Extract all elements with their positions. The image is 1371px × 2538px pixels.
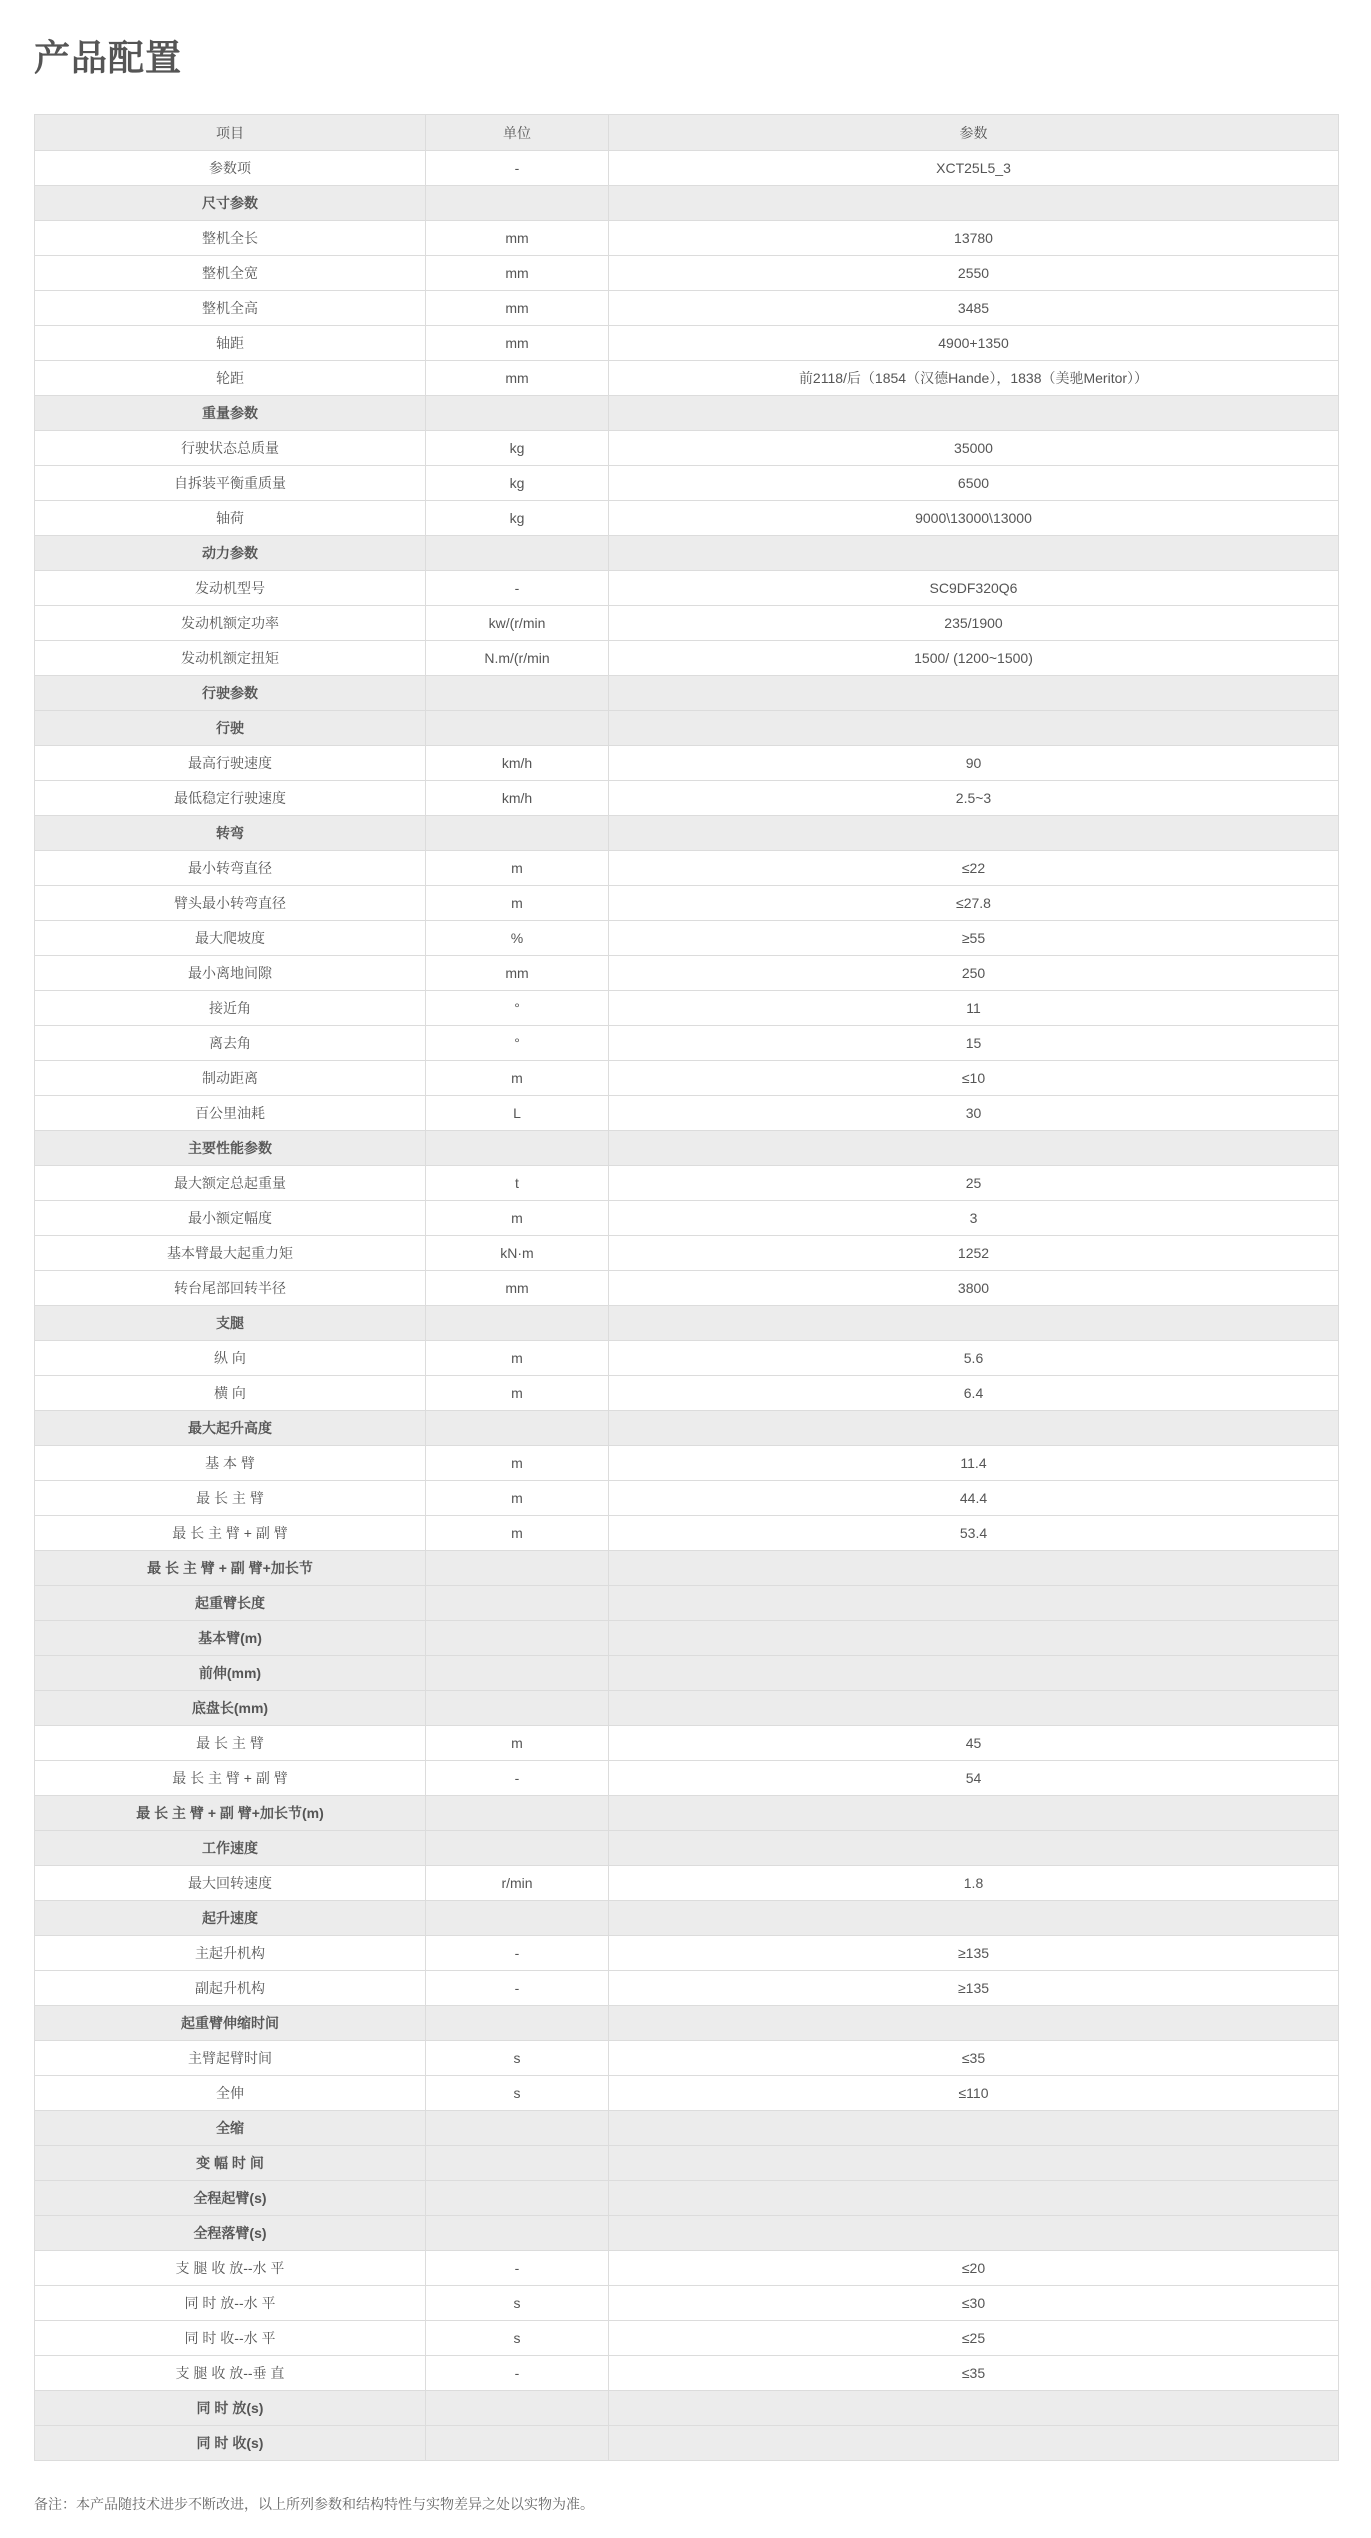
cell-item: 基本臂最大起重力矩: [35, 1236, 426, 1271]
cell-item: 最小额定幅度: [35, 1201, 426, 1236]
cell-unit: kg: [426, 466, 609, 501]
cell-item: 支 腿 收 放--垂 直: [35, 2356, 426, 2391]
cell-item: 全程落臂(s): [35, 2216, 426, 2251]
footnote: 备注：本产品随技术进步不断改进，以上所列参数和结构特性与实物差异之处以实物为准。: [34, 2496, 594, 2512]
cell-item: 动力参数: [35, 536, 426, 571]
cell-unit: [426, 1831, 609, 1866]
cell-value: [609, 1411, 1339, 1446]
cell-value: 3800: [609, 1271, 1339, 1306]
cell-value: ≤35: [609, 2041, 1339, 2076]
cell-item: 最 长 主 臂: [35, 1481, 426, 1516]
cell-unit: °: [426, 1026, 609, 1061]
cell-unit: N.m/(r/min: [426, 641, 609, 676]
section-row: [35, 536, 1339, 571]
cell-value: 25: [609, 1166, 1339, 1201]
cell-unit: [426, 676, 609, 711]
page-title: 产品配置: [34, 37, 183, 78]
cell-value: ≤110: [609, 2076, 1339, 2111]
table-row: [35, 1201, 1339, 1236]
cell-unit: mm: [426, 291, 609, 326]
cell-item: 整机全宽: [35, 256, 426, 291]
cell-unit: [426, 2146, 609, 2181]
cell-value: [609, 2216, 1339, 2251]
cell-item: 主臂起臂时间: [35, 2041, 426, 2076]
section-row: [35, 676, 1339, 711]
cell-unit: [426, 1586, 609, 1621]
cell-value: 6500: [609, 466, 1339, 501]
cell-value: 250: [609, 956, 1339, 991]
table-row: [35, 2041, 1339, 2076]
table-row: [35, 571, 1339, 606]
cell-item: 最 长 主 臂 + 副 臂: [35, 1516, 426, 1551]
cell-item: 全缩: [35, 2111, 426, 2146]
cell-value: ≥135: [609, 1936, 1339, 1971]
cell-unit: m: [426, 1481, 609, 1516]
cell-item: 最小离地间隙: [35, 956, 426, 991]
cell-value: ≤22: [609, 851, 1339, 886]
cell-item: 最 长 主 臂 + 副 臂+加长节: [35, 1551, 426, 1586]
cell-unit: [426, 2006, 609, 2041]
cell-item: 最低稳定行驶速度: [35, 781, 426, 816]
column-header-value: 参数: [609, 115, 1339, 151]
table-row: [35, 2356, 1339, 2391]
cell-item: 主起升机构: [35, 1936, 426, 1971]
cell-item: 离去角: [35, 1026, 426, 1061]
cell-value: [609, 2006, 1339, 2041]
cell-unit: s: [426, 2286, 609, 2321]
cell-item: 基 本 臂: [35, 1446, 426, 1481]
cell-unit: [426, 1621, 609, 1656]
cell-value: [609, 2391, 1339, 2426]
cell-value: 35000: [609, 431, 1339, 466]
cell-unit: t: [426, 1166, 609, 1201]
cell-item: 支 腿 收 放--水 平: [35, 2251, 426, 2286]
cell-item: 参数项: [35, 151, 426, 186]
cell-unit: -: [426, 151, 609, 186]
cell-value: 1.8: [609, 1866, 1339, 1901]
cell-unit: mm: [426, 326, 609, 361]
cell-value: [609, 1831, 1339, 1866]
table-row: [35, 606, 1339, 641]
cell-item: 行驶: [35, 711, 426, 746]
cell-value: [609, 1586, 1339, 1621]
cell-item: 最大额定总起重量: [35, 1166, 426, 1201]
cell-unit: m: [426, 1516, 609, 1551]
cell-unit: kN·m: [426, 1236, 609, 1271]
table-row: [35, 1936, 1339, 1971]
cell-value: 13780: [609, 221, 1339, 256]
table-row: [35, 1971, 1339, 2006]
cell-value: 1500/ (1200~1500): [609, 641, 1339, 676]
cell-unit: [426, 1131, 609, 1166]
cell-item: 发动机型号: [35, 571, 426, 606]
section-row: [35, 2181, 1339, 2216]
cell-unit: [426, 1691, 609, 1726]
cell-value: 11.4: [609, 1446, 1339, 1481]
cell-item: 变 幅 时 间: [35, 2146, 426, 2181]
section-row: [35, 2216, 1339, 2251]
cell-value: [609, 816, 1339, 851]
cell-value: [609, 2146, 1339, 2181]
section-row: [35, 1831, 1339, 1866]
cell-unit: kw/(r/min: [426, 606, 609, 641]
cell-value: 9000\13000\13000: [609, 501, 1339, 536]
cell-item: 百公里油耗: [35, 1096, 426, 1131]
cell-unit: [426, 1901, 609, 1936]
table-row: [35, 1376, 1339, 1411]
cell-item: 支腿: [35, 1306, 426, 1341]
table-row: [35, 1061, 1339, 1096]
table-row: [35, 1726, 1339, 1761]
cell-unit: -: [426, 1971, 609, 2006]
cell-item: 转台尾部回转半径: [35, 1271, 426, 1306]
cell-item: 纵 向: [35, 1341, 426, 1376]
cell-unit: m: [426, 886, 609, 921]
cell-item: 最高行驶速度: [35, 746, 426, 781]
cell-unit: %: [426, 921, 609, 956]
table-row: [35, 1271, 1339, 1306]
cell-value: 前2118/后（1854（汉德Hande），1838（美驰Meritor））: [609, 361, 1339, 396]
section-row: [35, 1901, 1339, 1936]
table-row: [35, 2076, 1339, 2111]
table-row: [35, 2251, 1339, 2286]
cell-value: ≤25: [609, 2321, 1339, 2356]
cell-item: 行驶参数: [35, 676, 426, 711]
cell-item: 主要性能参数: [35, 1131, 426, 1166]
cell-unit: [426, 396, 609, 431]
cell-unit: kg: [426, 431, 609, 466]
cell-value: [609, 1621, 1339, 1656]
cell-value: 11: [609, 991, 1339, 1026]
section-row: [35, 1306, 1339, 1341]
cell-item: 发动机额定扭矩: [35, 641, 426, 676]
section-row: [35, 2111, 1339, 2146]
table-row: [35, 1341, 1339, 1376]
cell-unit: [426, 186, 609, 221]
cell-item: 起重臂长度: [35, 1586, 426, 1621]
cell-unit: [426, 2181, 609, 2216]
table-row: [35, 1446, 1339, 1481]
cell-unit: [426, 1306, 609, 1341]
cell-value: ≥135: [609, 1971, 1339, 2006]
table-row: [35, 1481, 1339, 1516]
cell-value: 15: [609, 1026, 1339, 1061]
cell-item: 副起升机构: [35, 1971, 426, 2006]
cell-unit: -: [426, 2251, 609, 2286]
cell-item: 制动距离: [35, 1061, 426, 1096]
cell-value: 53.4: [609, 1516, 1339, 1551]
cell-unit: kg: [426, 501, 609, 536]
table-row: [35, 256, 1339, 291]
cell-unit: -: [426, 1761, 609, 1796]
cell-item: 横 向: [35, 1376, 426, 1411]
cell-value: 5.6: [609, 1341, 1339, 1376]
cell-item: 基本臂(m): [35, 1621, 426, 1656]
cell-value: 235/1900: [609, 606, 1339, 641]
section-row: [35, 816, 1339, 851]
cell-value: 54: [609, 1761, 1339, 1796]
section-row: [35, 711, 1339, 746]
cell-unit: [426, 536, 609, 571]
section-row: [35, 1796, 1339, 1831]
table-row: [35, 781, 1339, 816]
cell-unit: [426, 2426, 609, 2461]
cell-value: [609, 2426, 1339, 2461]
table-row: [35, 1236, 1339, 1271]
cell-value: [609, 536, 1339, 571]
table-row: [35, 466, 1339, 501]
table-row: [35, 886, 1339, 921]
spec-table-body: [35, 151, 1339, 2461]
section-row: [35, 1411, 1339, 1446]
cell-unit: m: [426, 1201, 609, 1236]
cell-value: 1252: [609, 1236, 1339, 1271]
section-row: [35, 1551, 1339, 1586]
cell-item: 行驶状态总质量: [35, 431, 426, 466]
cell-unit: r/min: [426, 1866, 609, 1901]
section-row: [35, 2391, 1339, 2426]
cell-item: 接近角: [35, 991, 426, 1026]
cell-unit: mm: [426, 956, 609, 991]
column-header-unit: 单位: [426, 115, 609, 151]
cell-value: [609, 1131, 1339, 1166]
section-row: [35, 1656, 1339, 1691]
cell-unit: s: [426, 2041, 609, 2076]
section-row: [35, 2006, 1339, 2041]
table-row: [35, 326, 1339, 361]
table-row: [35, 221, 1339, 256]
cell-unit: -: [426, 571, 609, 606]
cell-item: 同 时 放--水 平: [35, 2286, 426, 2321]
table-row: [35, 1761, 1339, 1796]
cell-unit: m: [426, 1446, 609, 1481]
cell-item: 整机全长: [35, 221, 426, 256]
cell-unit: m: [426, 1061, 609, 1096]
cell-value: 3: [609, 1201, 1339, 1236]
section-row: [35, 1621, 1339, 1656]
table-row: [35, 291, 1339, 326]
cell-value: 6.4: [609, 1376, 1339, 1411]
cell-value: 2550: [609, 256, 1339, 291]
cell-value: 4900+1350: [609, 326, 1339, 361]
table-row: [35, 361, 1339, 396]
cell-item: 最 长 主 臂: [35, 1726, 426, 1761]
cell-unit: [426, 2216, 609, 2251]
table-row: [35, 1096, 1339, 1131]
cell-unit: [426, 2391, 609, 2426]
cell-value: ≤20: [609, 2251, 1339, 2286]
cell-item: 转弯: [35, 816, 426, 851]
cell-item: 最小转弯直径: [35, 851, 426, 886]
cell-item: 最大爬坡度: [35, 921, 426, 956]
cell-item: 尺寸参数: [35, 186, 426, 221]
cell-item: 同 时 收--水 平: [35, 2321, 426, 2356]
cell-unit: -: [426, 1936, 609, 1971]
cell-item: 起重臂伸缩时间: [35, 2006, 426, 2041]
cell-item: 自拆装平衡重质量: [35, 466, 426, 501]
cell-unit: -: [426, 2356, 609, 2391]
cell-unit: m: [426, 1341, 609, 1376]
cell-item: 全伸: [35, 2076, 426, 2111]
cell-unit: [426, 1796, 609, 1831]
section-row: [35, 1586, 1339, 1621]
cell-unit: [426, 1656, 609, 1691]
cell-item: 工作速度: [35, 1831, 426, 1866]
section-row: [35, 1691, 1339, 1726]
cell-value: [609, 1901, 1339, 1936]
table-row: [35, 921, 1339, 956]
cell-value: [609, 1796, 1339, 1831]
cell-item: 重量参数: [35, 396, 426, 431]
cell-item: 同 时 收(s): [35, 2426, 426, 2461]
cell-item: 底盘长(mm): [35, 1691, 426, 1726]
cell-value: [609, 1306, 1339, 1341]
cell-value: SC9DF320Q6: [609, 571, 1339, 606]
cell-item: 最大起升高度: [35, 1411, 426, 1446]
cell-item: 轮距: [35, 361, 426, 396]
table-row: [35, 641, 1339, 676]
table-row: [35, 431, 1339, 466]
cell-unit: [426, 711, 609, 746]
cell-value: 2.5~3: [609, 781, 1339, 816]
cell-unit: mm: [426, 1271, 609, 1306]
section-row: [35, 186, 1339, 221]
cell-value: XCT25L5_3: [609, 151, 1339, 186]
cell-item: 起升速度: [35, 1901, 426, 1936]
cell-item: 最 长 主 臂 + 副 臂+加长节(m): [35, 1796, 426, 1831]
table-row: [35, 2321, 1339, 2356]
cell-unit: m: [426, 1726, 609, 1761]
cell-unit: km/h: [426, 781, 609, 816]
table-header-row: [35, 115, 1339, 151]
table-row: [35, 746, 1339, 781]
cell-value: 30: [609, 1096, 1339, 1131]
cell-unit: mm: [426, 361, 609, 396]
cell-item: 同 时 放(s): [35, 2391, 426, 2426]
cell-item: 轴荷: [35, 501, 426, 536]
section-row: [35, 2426, 1339, 2461]
cell-value: [609, 396, 1339, 431]
cell-value: [609, 2111, 1339, 2146]
cell-value: 45: [609, 1726, 1339, 1761]
cell-value: 44.4: [609, 1481, 1339, 1516]
table-row: [35, 991, 1339, 1026]
table-row: [35, 851, 1339, 886]
cell-item: 最 长 主 臂 + 副 臂: [35, 1761, 426, 1796]
cell-item: 前伸(mm): [35, 1656, 426, 1691]
cell-value: 90: [609, 746, 1339, 781]
table-row: [35, 501, 1339, 536]
section-row: [35, 396, 1339, 431]
cell-unit: km/h: [426, 746, 609, 781]
cell-unit: m: [426, 851, 609, 886]
cell-value: [609, 1656, 1339, 1691]
cell-unit: mm: [426, 221, 609, 256]
cell-value: ≥55: [609, 921, 1339, 956]
table-row: [35, 2286, 1339, 2321]
cell-unit: s: [426, 2076, 609, 2111]
table-row: [35, 1516, 1339, 1551]
cell-unit: s: [426, 2321, 609, 2356]
table-row: [35, 151, 1339, 186]
cell-unit: [426, 1551, 609, 1586]
column-header-item: 项目: [35, 115, 426, 151]
cell-unit: [426, 1411, 609, 1446]
cell-unit: [426, 2111, 609, 2146]
table-row: [35, 1026, 1339, 1061]
cell-item: 全程起臂(s): [35, 2181, 426, 2216]
cell-value: [609, 1691, 1339, 1726]
cell-value: ≤27.8: [609, 886, 1339, 921]
table-row: [35, 1166, 1339, 1201]
cell-item: 发动机额定功率: [35, 606, 426, 641]
cell-unit: [426, 816, 609, 851]
table-row: [35, 1866, 1339, 1901]
cell-value: [609, 676, 1339, 711]
cell-value: ≤30: [609, 2286, 1339, 2321]
cell-unit: °: [426, 991, 609, 1026]
cell-value: [609, 2181, 1339, 2216]
cell-value: ≤35: [609, 2356, 1339, 2391]
cell-unit: m: [426, 1376, 609, 1411]
section-row: [35, 1131, 1339, 1166]
section-row: [35, 2146, 1339, 2181]
cell-value: [609, 1551, 1339, 1586]
cell-value: ≤10: [609, 1061, 1339, 1096]
cell-item: 整机全高: [35, 291, 426, 326]
spec-table: [34, 114, 1339, 2461]
cell-unit: L: [426, 1096, 609, 1131]
cell-item: 臂头最小转弯直径: [35, 886, 426, 921]
cell-unit: mm: [426, 256, 609, 291]
cell-item: 最大回转速度: [35, 1866, 426, 1901]
cell-value: [609, 711, 1339, 746]
table-row: [35, 956, 1339, 991]
cell-item: 轴距: [35, 326, 426, 361]
cell-value: 3485: [609, 291, 1339, 326]
cell-value: [609, 186, 1339, 221]
